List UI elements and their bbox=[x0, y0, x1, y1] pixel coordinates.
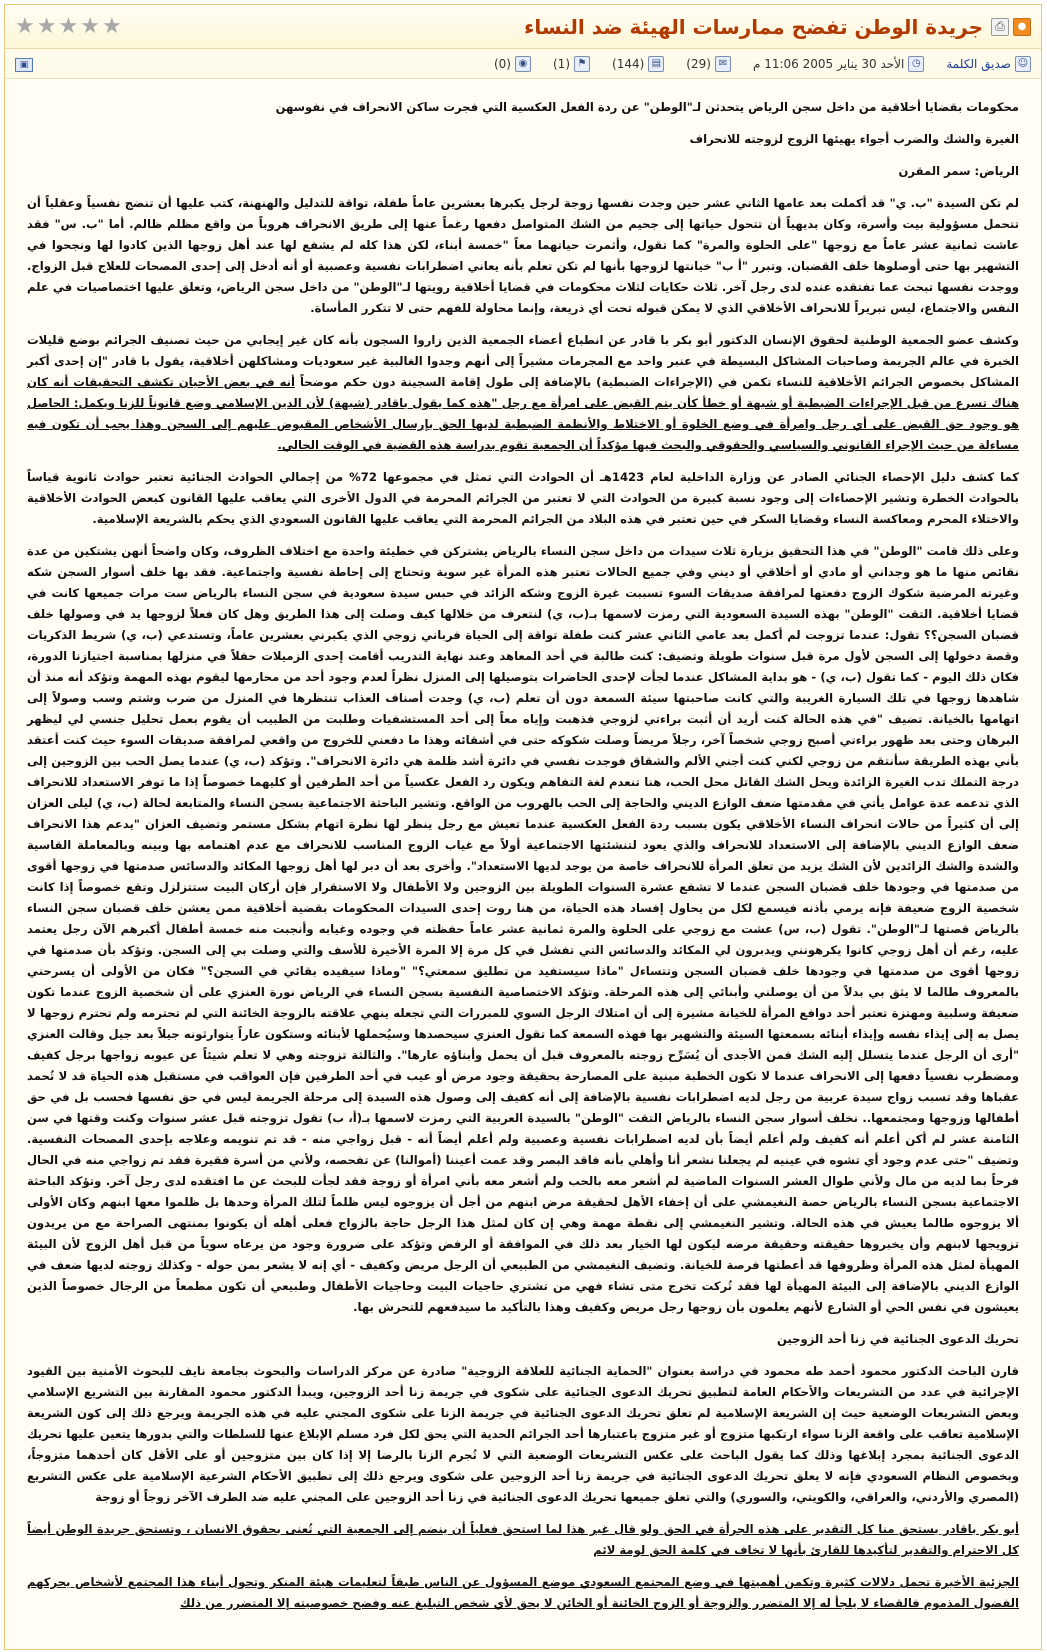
article-lead: محكومات بقضايا أخلاقية من داخل سجن الرياض يتحدثن لـ"الوطن" عن ردة الفعل العكسية التي فجرت ساكن الانحراف في نفوسهن bbox=[275, 100, 1019, 114]
page-title: جريدة الوطن تفضح ممارسات الهيئة ضد النساء bbox=[524, 14, 983, 39]
edit-icon[interactable]: ▣ bbox=[15, 58, 33, 72]
rating-stars[interactable] bbox=[15, 13, 122, 39]
title-icons bbox=[991, 18, 1031, 36]
print-icon[interactable]: ⎙ bbox=[991, 18, 1009, 36]
article-paragraph: قارن الباحث الدكتور محمود أحمد طه محمود في دراسة بعنوان "الحماية الجنائية للعلاقة الزوجية" صادرة عن مركز الدراسات والبحوث بجامعة نايف للبحوث الأمنية بين القيود الإجرائية في عدد من التشريعات والأحكام العامة لتطبيق تحريك الدعوى الجنائية على شكوى في جريمة زنا أحد الزوجين، ويبدأ الدكتور محمود المقارنة بين التشريع الإسلامي وبعض التشريعات الوضعية حيث إن الشريعة الإسلامية لم تعلق تحريك الدعوى الجنائية في جريمة الزنا على شكوى المجني عليه في هذه الجريمة ويرجع ذلك إلى كون الشريعة الإسلامية تعاقب على واقعة الزنا سواء ارتكبها متزوج أو غير متزوج باعتبارها أحد الجرائم الحدية التي يحق لكل فرد مسلم الإبلاغ عنها للسلطات والتي بدورها يتعين عليها تحريك الدعوى الجنائية بمجرد إبلاغها وذلك كما يقول الباحث على عكس التشريعات الوضعية التي لا تُجرم الزنا بالرضا إلا إذا كان بين متزوجين أو على الأقل كان أحدهما متزوجاً، وبخصوص النظام السعودي فإنه لا يعلق تحريك الدعوى الجنائية في جريمة زنا أحد الزوجين على شكوى ويرجع ذلك إلى تطبيق الأحكام الشرعية الإسلامية على عكس التشريع (المصري والأردني، والعراقي، والكويتي، والسوري) والتي تعلق جميعها تحريك الدعوى الجنائية في زنا أحد الزوجين على المجني عليه ضد الطرف الآخر زوجاً أو زوجة bbox=[27, 1364, 1019, 1504]
section-title: تحريك الدعوى الجنائية في زنا أحد الزوجين bbox=[776, 1332, 1019, 1346]
star-icon[interactable]: ★ bbox=[58, 13, 79, 39]
star-icon[interactable]: ★ bbox=[15, 13, 35, 39]
views-count bbox=[494, 56, 531, 72]
comment-paragraph: أبو بكر باقادر يستحق منا كل التقدير على هذه الجرأة في الحق ولو قال غير هذا لما استحق فعلياً أن ينضم إلى الجمعية التي تُعنى بحقوق الانسان ، وتستحق جريدة الوطن أيضاً كل الاحترام والتقدير لتأكيدها للقارئ بأنها لا تخاف في كلمة الحق لومة لائم bbox=[27, 1522, 1019, 1557]
article-subhead: الغيرة والشك والضرب أجواء يهيئها الزوج لزوجته للانحراف bbox=[689, 132, 1019, 146]
edit-control[interactable] bbox=[15, 56, 33, 72]
article-paragraph bbox=[27, 330, 1019, 456]
article-byline: الرياض: سمر المقرن bbox=[898, 164, 1019, 178]
author-name[interactable]: صديق الكلمة bbox=[946, 56, 1011, 71]
article-body bbox=[5, 79, 1041, 1614]
attachments-count[interactable] bbox=[553, 56, 590, 72]
comments-value: (29) bbox=[686, 56, 711, 71]
post-date bbox=[753, 56, 924, 72]
star-icon[interactable]: ★ bbox=[80, 13, 100, 39]
reads-value: (144) bbox=[612, 56, 645, 71]
book-icon: ▤ bbox=[648, 56, 664, 72]
article-post bbox=[4, 4, 1042, 1650]
date-text: الأحد 30 يناير 2005 11:06 م bbox=[752, 56, 905, 71]
comment-icon: ✉ bbox=[715, 56, 731, 72]
underlined-text: أنه في بعض الأحيان تكشف التحقيقات أنه كان هناك تسرع من قبل الإجراءات الضبطية أو شبهة أو خطأ كأن يتم القبض على امرأة مع رجل "هذه كما يقول باقادر (شبهة) لأن الدين الإسلامي وضع قانوناً للزنا ويكمل: الحاصل هو وجود حق القبض على أي رجل وامرأة في وضع الخلوة أو الاختلاط والأنظمة الضبطية لديها الحق بإرسال الأشخاص المقبوض عليهم إلى السجن وهذا يجب أن تكون فيه مساءلة من حيث الإجراء القانوني والسياسي والحقوقي والبحث فيها مؤكداً أن الجمعية تقوم بدراسة هذه القضية في الوقت الحالي. bbox=[27, 375, 1019, 452]
article-paragraph: كما كشف دليل الإحصاء الجنائي الصادر عن وزارة الداخلية لعام 1423هـ أن الحوادث التي تمثل في مجموعها 72% من إجمالي الحوادث الجنائية تعتبر حوادث ثانوية قياساً بالحوادث الخطرة وتشير الإحصاءات إلى وجود نسبة كبيرة من الحوادث التي لا تعتبر من الجرائم المحرمة في الدول الأخرى التي يعاقب عليها القانون كبعض الحوادث الأخلاقية والاختلاء المحرم ومعاكسة النساء وقضايا السكر في حين تعتبر في هذه البلاد من الجرائم المحرمة التي يعاقب عليها القانون السعودي الذي يحكم بالشريعة الإسلامية. bbox=[27, 470, 1019, 526]
meta-bar bbox=[5, 49, 1041, 79]
views-value: (0) bbox=[493, 56, 511, 71]
star-icon[interactable]: ★ bbox=[101, 13, 122, 39]
author[interactable] bbox=[946, 56, 1031, 72]
clock-icon: ◷ bbox=[908, 56, 924, 72]
comment-paragraph: الجزئية الأخيرة تحمل دلالات كثيرة وتكمن أهميتها في وضع المجتمع السعودي موضع المسؤول عن الناس طبقاً لتعليمات هيئة المنكر وتحول أبناء هذا المجتمع لأشخاص يحركهم الفضول المذموم فالقضاء لا يلجأ له إلا المتضرر والزوجة أو الزوج الخائنة أو الخائن لا يحق لأي شخص التبليغ عنه وفضح خصوصيته إلا المتضرر من ذلك bbox=[27, 1575, 1019, 1610]
paragraph-part: وكشف عضو الجمعية الوطنية لحقوق الإنسان الدكتور أبو بكر با قادر عن انطباع أعضاء الجمعية الذين زاروا السجون بأنه كان غير إيجابي من حيث تصنيف الجرائم بوضع قليلات الخبرة في عالم الجريمة وصاحبات المشاكل البسيطة في عنبر واحد مع المجرمات مشيراً إلى أنهم وجدوا الغالبية غير سعوديات ومشاكلهن أخلاقية، يقول با قادر "إن إحدى أكبر المشاكل بخصوص الجرائم الأخلاقية للنساء تكمن في (الإجراءات الضبطية) بالإضافة إلى طول إقامة السجينة دون حكم موضحاً bbox=[27, 333, 1019, 389]
star-icon[interactable]: ★ bbox=[36, 13, 57, 39]
eye-icon: ◉ bbox=[515, 56, 531, 72]
attachment-icon: ⚑ bbox=[574, 56, 590, 72]
article-paragraph: وعلى ذلك قامت "الوطن" في هذا التحقيق بزيارة ثلاث سيدات من داخل سجن النساء بالرياض يشتركن في خطيئة واحدة مع اختلاف الظروف، وكان واضحاً أنهن يشتكين من عدة نقائص منها ما هو وجداني أو مادي أو أخلاقي أو ديني وفي جميع الحالات تعتبر هذه المرأة غير سوية وتحتاج إلى إحاطة نفسية واجتماعية. فقد بها خلف أسوار السجن شكه وغيرته المرضية شكوك الزوج دفعتها لمرافقة صديقات السوء تسببت غيرة الزوج وشكه الزائد في حبس سيدة سعودية في سجن النساء بالرياض ست مرات جميعها كانت في قضايا أخلاقية. التقت "الوطن" بهذه السيدة السعودية التي رمزت لاسمها بـ(ب، ي) لنتعرف من خلالها كيف وصلت إلى هذا الطريق وهل كان فعلاً لزوجها يد في وصولها خلف قضبان السجن؟؟ تقول: عندما تزوجت لم أكمل بعد عامي الثاني عشر كنت طفلة تواقة إلى الحياة فرباني زوجي الذي يكبرني بعشرين عاماً، وتستدعي (ب، ي) شريط الذكريات وقصة دخولها إلى السجن لأول مرة قبل سنوات طويلة وتضيف: كنت طالبة في أحد المعاهد وعند نهاية التدريب أقامت إحدى الزميلات حفلاً في منزلها بمناسبة اجتيازنا الدورة، فكان ذلك اليوم - كما تقول (ب، ي) - هو بداية المشاكل عندما لجأت لإحدى الحاضرات بتوصيلها إلى المنزل نظراً لعدم وجود أحد من محارمها ليقوم بهذه المهمة وتؤكد أنه منذ أن شاهدها زوجها في تلك السيارة الغريبة والتي كانت صاحبتها سيئة السمعة دون أن تعلم (ب، ي) وجدت أصناف العذاب تنتظرها في المنزل من ضرب وشتم وسب وصولاً إلى اتهامها بالخيانة. تضيف "في هذه الحالة كنت أريد أن أثبت براءتي لزوجي فذهبت وإياه معاً إلى أحد المستشفيات وطلبت من الطبيب أن يقوم بعمل تحليل جنسي لي ليظهر البرهان وحتى بعد ظهور براءتي أصبح زوجي شخصاً آخر، رجلاً مريضاً وصلت شكوكه حتى في أشقائه وهذا ما دفعني للخروج من واقعي لمرافقة صديقات السوء حيث كنت أعتقد بأني بهذه الطريقة سأنتقم من زوجي لكني كنت أجني الألم والشقاق فوجدت نفسي في دائرة أشد ظلمة هي دائرة الانحراف". وتؤكد (ب، ي) عندما يصل الحب بين الزوجين إلى درجة التملك تدب الغيرة الزائدة ويحل الشك القاتل محل الحب، هنا تنعدم لغة التفاهم ويكون رد الفعل عكسياً من أحد الطرفين أو كليهما خصوصاً إذا ما توفر الاستعداد للانحراف الذي تدعمه عدة عوامل يأتي في مقدمتها ضعف الوازع الديني والحاجة إلى الحب بالهروب من الواقع. وتشير الباحثة الاجتماعية بسجن النساء والمتابعة لحالة (ب، ي) ليلى العزان إلى أن كثيراً من حالات انحراف النساء الأخلاقي يكون بسبب ردة الفعل العكسية عندما تعيش مع رجل ينظر لها نظرة اتهام بشكل مستمر وتضيف العزان "يدعم هذا الانحراف ضعف الوازع الديني بالإضافة إلى الاستعداد للانحراف والذي يعود لتنشئتها الاجتماعية أولاً مع غياب الزوج المناسب للانحراف مع عدم اهتمامه بها وبينه وبالمعاملة القاسية والشدة والشك الزائدين لأن الشك يزيد من تعلق المرأة للانحراف خاصة من يوجد لديها الاستعداد". وأخرى بعد أن دبر لها أهل زوجها المكائد والدسائس صدمتها في زوجها أقوى من صدمتها في وجودها خلف قضبان السجن عندما لا تشفع عشرة السنوات الطويلة بين الزوجين ولا الأطفال ولا الاستقرار فإن أركان البيت ستتزلزل وتقع خصوصاً إذا كانت شخصية الزوج ضعيفة فإنه يرمي بأذنه فيسمع لكل من يحاول إفساد هذه الحياة، من هنا روت إحدى السيدات المحكومات بقضية أخلاقية ممن يعشن خلف قضبان سجن النساء بالرياض قصتها لـ"الوطن". تقول (ب، س) عشت مع زوجي على الحلوة والمرة ثمانية عشر عاماً حفظته في وجوده وغيابه وأنجبت منه خمسة أطفال أكبرهم الآن رجل يعتمد عليه، رغم أن أهل زوجي كانوا يكرهونني ويدبرون لي المكائد والدسائس التي تفشل في كل مرة إلا المرة الأخيرة للأسف والتي وصلت بي إلى السجن. وتؤكد بأن صدمتها في زوجها أقوى من صدمتها في وجودها خلف قضبان السجن وتتساءل "ماذا سيستفيد من تطليق سمعتي؟" "وماذا سيفيده بقائي في السجن؟" فكان من الأولى أن يسرحني بالمعروف طالما لا يثق بي بدلاً من أن يوصلني وأبنائي إلى هذه المرحلة. وتؤكد الاختصاصية النفسية بسجن النساء في الرياض نورة العنزي على أن شخصية الزوج عندما تكون ضعيفة وسلبية ومهتزة تعتبر أحد دوافع المرأة للخيانة مشيرة إلى أن امتلاك الرجل السوي للمبررات التي تجعله ينهي علاقته بالزوجة الخائنة التي لم تحترمه ولم تحترم زوجها لا يصل به إلى إيذاء نفسه وإيذاء أبنائه بسمعتها السيئة والتشهير بها فهذه السمعة كما تقول العنزي سيحصدها وسيُحملها لأبنائه وستكون عاراً يتوارثونه جيلاً بعد جيل وقالت العنزي "أرى أن الرجل عندما يتسلل إليه الشك فمن الأجدى أن يُسَرِّح زوجته بالمعروف قبل أن يحمل وأبناؤه عارها". والثالثة تزوجته وهي لا تعلم شيئاً عن عيوبه زواجها برجل كفيف ومضطرب نفسياً دفعها إلى الانحراف عندما لا تكون الخطبة مبنية على المصارحة بحقيقة وجود مرض أو عيب في أحد الطرفين فإن العواقب في مستقبل هذه الحياة قد لا تُحمد عقباها وقد تسبب زواج سيدة عربية من رجل لديه اضطرابات نفسية بالإضافة إلى أنه كفيف إلى وصول هذه السيدة إلى مرحلة الجريمة ليس في حق نفسها فحسب بل في حق أطفالها وزوجها ومجتمعها.. نخلف أسوار سجن النساء بالرياض التقت "الوطن" بالسيدة العربية التي رمزت لاسمها بـ(أ، ب) تقول تزوجته قبل عشر سنوات وكنت وقتها في سن الثامنة عشر لم أكن أعلم أنه كفيف ولم أعلم أيضاً بأن لديه اضطرابات نفسية وعصبية ولم أعلم أيضاً أنه - قبل زواجي منه - قد تم تنويمه وعلاجه بإحدى المصحات النفسية. وتضيف "حتى عدم وجود أي تشوه في عينيه لم يجعلنا نشعر أنا وأهلي بأنه فاقد البصر وقد عمت أعيننا (أموالنا) عن تفحصه، ولأني من أسرة فقيرة فقد تم زواجي منه في الحال فرحاً بما لديه من مال ولأني طوال العشر السنوات الماضية لم أشعر معه بالحب ولم أشعر معه بأني امرأة أو زوجة فقد لجأت للبحث عن ما افتقده لدى رجل آخر. وتؤكد الباحثة الاجتماعية بسجن النساء بالرياض حصة النغيمشي على أن إخفاء الأهل لحقيقة مرض ابنهم من أجل أن يزوجوه ليس ظلماً لتلك المرأة وحدها بل ظلموا معها ابنهم وكان الأولى ألا يزوجوه طالما يعيش في هذه الحالة. وتشير النغيمشي إلى نقطة مهمة وهي إن كان لمثل هذا الرجل حاجة بالزواج فعلى أهله أن يكونوا بمنتهى الصراحة مع من يريدون تزويجها لابنهم وأن يخبروها حقيقته وحقيقة مرضه ليكون لها الخيار بعد ذلك في الموافقة أو الرفض وتؤكد على ضرورة وجود من يرعاه سوياً من قبل أهل الزوج لأن البيئة المهيأة لمثل هذه المرأة وظروفها قد أعطتها فرصة للخيانة. وتضيف النغيمشي من الطبيعي أن الرجل مريض وكفيف - أي إنه لا يشعر بمن حوله - وكذلك زوجته لديها ضعف في الوازع الديني بالإضافة إلى البيئة المهيأة لها فقد تُركت تخرج متى تشاء فهي من تشتري حاجيات البيت وحاجيات الأطفال وطبيعي أن تكون مطمعاً من الرجال خصوصاً الذين يعيشون في نفس الحي أو الشارع لأنهم يعلمون بأن زوجها رجل مريض وكفيف وهذا بالتأكيد ما سيدفعهم للتحرش بها. bbox=[27, 544, 1019, 1314]
attachments-value: (1) bbox=[552, 56, 570, 71]
comments-count[interactable] bbox=[686, 56, 731, 72]
title-bar bbox=[5, 5, 1041, 49]
rss-icon[interactable]: ● bbox=[1013, 18, 1031, 36]
reads-count bbox=[612, 56, 664, 72]
article-paragraph: لم تكن السيدة "ب. ي" قد أكملت بعد عامها الثاني عشر حين وجدت نفسها زوجة لرجل يكبرها بعشرين عاماً طفلة، تواقة للتدليل والهنهنة، كتب عليها أن تنضج نفسياً وعقلياً أن تتحمل مسؤولية بيت وأسرة، وكان بديهياً أن تتحول حياتها إلى جحيم من الشك المتواصل دفعها رغماً عنها إلى طريق الانحراف هروباً من واقع مظلم ظالم. أما "ب. س" فقد عاشت ثمانية عشر عاماً مع زوجها "على الحلوة والمرة" كما تقول، وأثمرت حياتهما معاً "خمسة أبناء، لكن هذا كله لم يشفع لها عند أهل زوجها الذين كادوا لها ونجحوا في التشهير بها حتى أوصلوها خلف القضبان. وتبرر "أ ب" خيانتها لزوجها بأنها لم تكن تعلم بأنه يعاني اضطرابات نفسية وعصبية أو أنه أدخل إلى إحدى المصحات للعلاج قبل الزواج. ووجدت نفسها تبحث عما تفتقده عنده لدى رجل آخر. ثلاث حكايات لثلاث محكومات في قضايا أخلاقية رويتها لـ"الوطن" من داخل سجن الرياض، وتعلق عليها اختصاصيات في علم النفس والاجتماع، ليس تبريراً للانحراف الأخلاقي الذي لا يمكن قبوله تحت أي ذريعة، وإنما محاولة للفهم حتى لا تتكرر المأساة. bbox=[27, 196, 1019, 315]
user-icon: ☺ bbox=[1015, 56, 1031, 72]
